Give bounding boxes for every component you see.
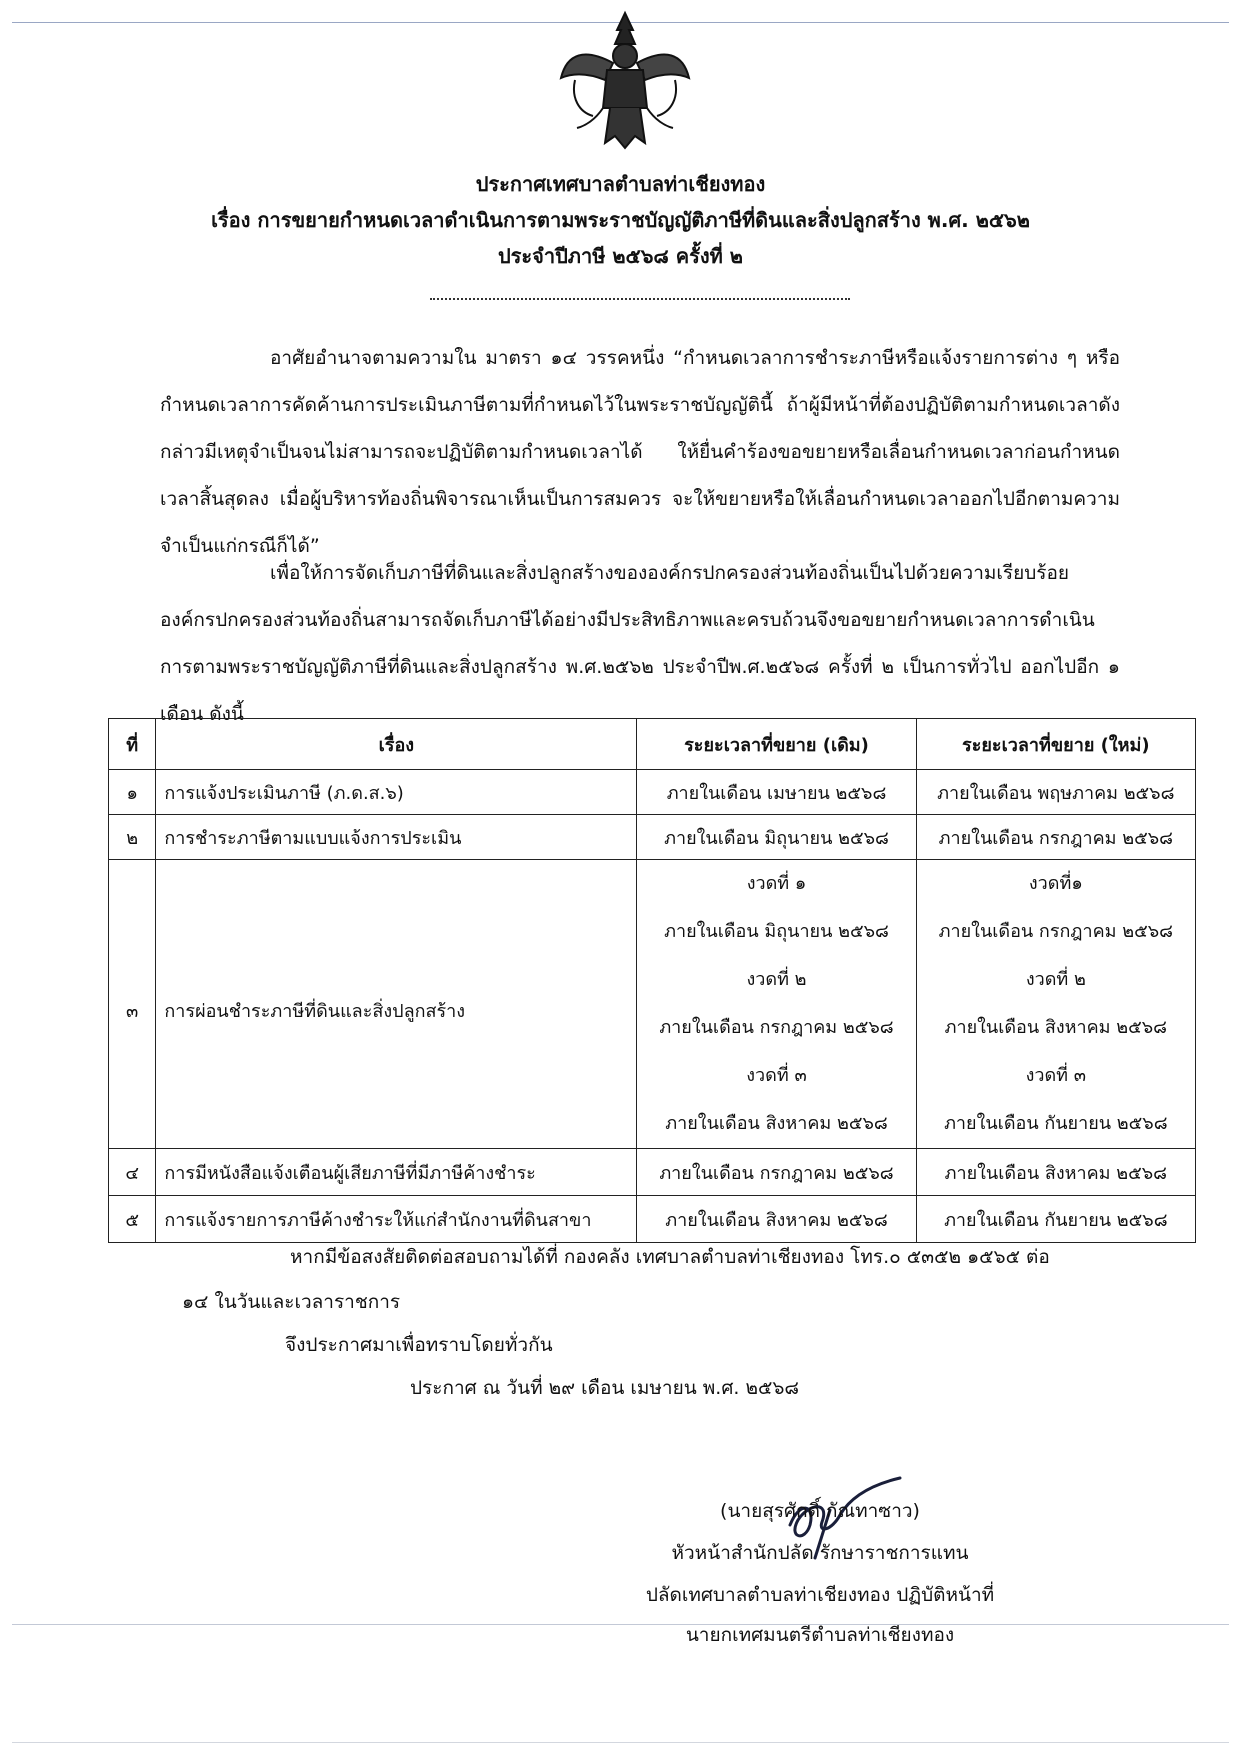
row-old-period: ภายในเดือน เมษายน ๒๕๖๘ bbox=[637, 770, 916, 815]
row-subject: การมีหนังสือแจ้งเตือนผู้เสียภาษีที่มีภาษีค้างชำระ bbox=[156, 1149, 637, 1196]
row-new-period: ภายในเดือน พฤษภาคม ๒๕๖๘ bbox=[916, 770, 1195, 815]
schedule-table bbox=[108, 718, 1196, 1243]
header-no: ที่ bbox=[109, 719, 156, 770]
table-row bbox=[109, 770, 1196, 815]
row-old-period: ภายในเดือน สิงหาคม ๒๕๖๘ bbox=[637, 1196, 916, 1243]
installment-period: ภายในเดือน สิงหาคม ๒๕๖๘ bbox=[944, 1017, 1168, 1038]
paragraph-1-text: อาศัยอำนาจตามความใน มาตรา ๑๔ วรรคหนึ่ง “กำหนดเวลาการชำระภาษีหรือแจ้งรายการต่าง ๆ หรือกำหนดเวลาการคัดค้านการประเมินภาษีตามที่กำหนดไว้ในพระราชบัญญัตินี้ ถ้าผู้มีหน้าที่ต้องปฏิบัติตามกำหนดเวลาดังกล่าวมีเหตุจำเป็นจนไม่สามารถจะปฏิบัติตามกำหนดเวลาได้ ให้ยื่นคำร้องขอขยายหรือเลื่อนกำหนดเวลาก่อนกำหนดเวลาสิ้นสุดลง เมื่อผู้บริหารท้องถิ่นพิจารณาเห็นเป็นการสมควร จะให้ขยายหรือให้เลื่อนกำหนดเวลาออกไปอีกตามความจำเป็นแก่กรณีก็ได้” bbox=[160, 347, 1120, 557]
announce-line: จึงประกาศมาเพื่อทราบโดยทั่วกัน bbox=[285, 1334, 553, 1356]
installment-period: ภายในเดือน สิงหาคม ๒๕๖๘ bbox=[665, 1113, 888, 1134]
bottom-border-line-2 bbox=[12, 1742, 1229, 1743]
installment-label: งวดที่ ๒ bbox=[1025, 969, 1086, 990]
row-no: ๔ bbox=[109, 1149, 156, 1196]
row-subject: การผ่อนชำระภาษีที่ดินและสิ่งปลูกสร้าง bbox=[156, 860, 637, 1149]
table-row bbox=[109, 815, 1196, 860]
row-new-period: ภายในเดือน กรกฎาคม ๒๕๖๘ bbox=[916, 815, 1195, 860]
row-new-installments bbox=[916, 860, 1195, 1149]
row-old-period: ภายในเดือน กรกฎาคม ๒๕๖๘ bbox=[637, 1149, 916, 1196]
announcement-year: ประจำปีภาษี ๒๕๖๘ ครั้งที่ ๒ bbox=[497, 244, 743, 268]
installment-period: ภายในเดือน มิถุนายน ๒๕๖๘ bbox=[664, 921, 889, 942]
announce-date: ประกาศ ณ วันที่ ๒๙ เดือน เมษายน พ.ศ. ๒๕๖๘ bbox=[410, 1377, 800, 1399]
paragraph-2-text: เพื่อให้การจัดเก็บภาษีที่ดินและสิ่งปลูกสร้างขององค์กรปกครองส่วนท้องถิ่นเป็นไปด้วยความเรียบร้อย องค์กรปกครองส่วนท้องถิ่นสามารถจัดเก็บภาษีได้อย่างมีประสิทธิภาพและครบถ้วนจึงขอขยายกำหนดเวลาการดำเนินการตามพระราชบัญญัติภาษีที่ดินและสิ่งปลูกสร้าง พ.ศ.๒๕๖๒ ประจำปีพ.ศ.๒๕๖๘ ครั้งที่ ๒ เป็นการทั่วไป ออกไปอีก ๑ เดือน ดังนี้ bbox=[160, 562, 1120, 725]
header-subject: เรื่อง bbox=[156, 719, 637, 770]
header-new-period: ระยะเวลาที่ขยาย (ใหม่) bbox=[916, 719, 1195, 770]
row-old-period: ภายในเดือน มิถุนายน ๒๕๖๘ bbox=[637, 815, 916, 860]
row-new-period: ภายในเดือน สิงหาคม ๒๕๖๘ bbox=[916, 1149, 1195, 1196]
row-subject: การแจ้งประเมินภาษี (ภ.ด.ส.๖) bbox=[156, 770, 637, 815]
signer-name: (นายสุรศักดิ์ กัณทาซาว) bbox=[720, 1500, 920, 1522]
signer-title-1: หัวหน้าสำนักปลัด รักษาราชการแทน bbox=[671, 1542, 969, 1564]
table-row bbox=[109, 1196, 1196, 1243]
announcement-subject: เรื่อง การขยายกำหนดเวลาดำเนินการตามพระราชบัญญัติภาษีที่ดินและสิ่งปลูกสร้าง พ.ศ. ๒๕๖๒ bbox=[211, 208, 1030, 232]
installment-label: งวดที่ ๒ bbox=[746, 969, 807, 990]
installment-period: ภายในเดือน กรกฎาคม ๒๕๖๘ bbox=[659, 1017, 894, 1038]
installment-label: งวดที่ ๓ bbox=[1025, 1065, 1087, 1086]
header-old-period: ระยะเวลาที่ขยาย (เดิม) bbox=[637, 719, 916, 770]
row-no: ๓ bbox=[109, 860, 156, 1149]
bottom-border-line bbox=[12, 1624, 1229, 1625]
paragraph-1 bbox=[160, 335, 1120, 570]
installment-label: งวดที่ ๓ bbox=[746, 1065, 807, 1086]
signer-title-3: นายกเทศมนตรีตำบลท่าเชียงทอง bbox=[685, 1624, 955, 1646]
row-subject: การชำระภาษีตามแบบแจ้งการประเมิน bbox=[156, 815, 637, 860]
row-no: ๕ bbox=[109, 1196, 156, 1243]
signer-title-2: ปลัดเทศบาลตำบลท่าเชียงทอง ปฏิบัติหน้าที่ bbox=[645, 1584, 995, 1606]
contact-line-2: ๑๔ ในวันและเวลาราชการ bbox=[182, 1291, 401, 1313]
installment-label: งวดที่๑ bbox=[1028, 873, 1083, 894]
row-no: ๑ bbox=[109, 770, 156, 815]
installment-period: ภายในเดือน กรกฎาคม ๒๕๖๘ bbox=[938, 921, 1174, 942]
table-row bbox=[109, 860, 1196, 1149]
row-new-period: ภายในเดือน กันยายน ๒๕๖๘ bbox=[916, 1196, 1195, 1243]
row-subject: การแจ้งรายการภาษีค้างชำระให้แก่สำนักงานที่ดินสาขา bbox=[156, 1196, 637, 1243]
table-header-row bbox=[109, 719, 1196, 770]
row-no: ๒ bbox=[109, 815, 156, 860]
installment-period: ภายในเดือน กันยายน ๒๕๖๘ bbox=[944, 1113, 1168, 1134]
paragraph-2 bbox=[160, 550, 1120, 738]
dotted-separator bbox=[430, 298, 850, 300]
contact-line-1: หากมีข้อสงสัยติดต่อสอบถามได้ที่ กองคลัง เทศบาลตำบลท่าเชียงทอง โทร.๐ ๕๓๕๒ ๑๕๖๕ ต่อ bbox=[290, 1246, 1050, 1268]
row-old-installments bbox=[637, 860, 916, 1149]
table-row bbox=[109, 1149, 1196, 1196]
announcement-title: ประกาศเทศบาลตำบลท่าเชียงทอง bbox=[475, 172, 766, 196]
garuda-emblem-icon bbox=[555, 8, 695, 158]
installment-label: งวดที่ ๑ bbox=[746, 873, 807, 894]
